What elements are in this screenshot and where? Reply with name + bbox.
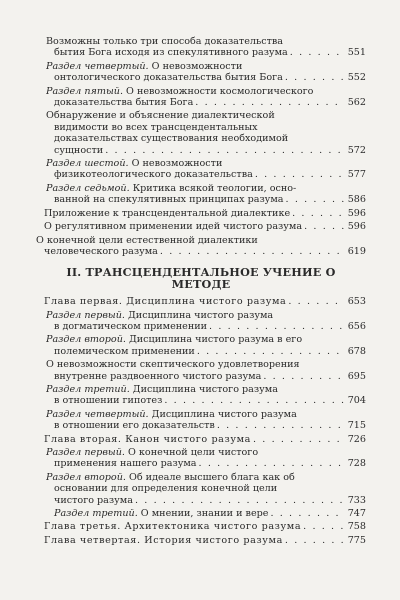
dot-leader	[193, 97, 344, 108]
toc-entry-line-body: Глава четвертая. История чистого разума	[44, 534, 283, 546]
toc-page-number: 562	[347, 97, 366, 109]
dot-leader	[268, 508, 344, 519]
toc-page-number: 572	[347, 144, 366, 156]
dot-leader	[302, 221, 345, 232]
toc-entry-lead: Раздел седьмой.	[46, 182, 130, 194]
toc-entry-line	[46, 409, 345, 420]
dot-leader	[286, 296, 344, 307]
dot-leader	[158, 246, 345, 257]
toc-entry-line-text	[46, 310, 273, 321]
toc-entry-line-body: О мнении, знании и вере	[137, 508, 269, 520]
toc-entry	[36, 447, 366, 470]
toc-entry-line-text	[54, 371, 261, 382]
toc-entry-line-text	[44, 434, 251, 445]
toc-page-number: 653	[347, 296, 366, 308]
toc-entry-text	[46, 183, 345, 206]
toc-entry-text	[46, 334, 345, 357]
toc-entry-line-body: Дисциплина чистого разума в его	[125, 334, 303, 346]
section-heading: II. ТРАНСЦЕНДЕНТАЛЬНОЕ УЧЕНИЕ О МЕТОДЕ	[66, 265, 336, 291]
toc-entry-line	[46, 472, 345, 483]
toc-entry-text	[46, 409, 345, 432]
dot-leader	[288, 47, 345, 58]
toc-entry-text	[46, 310, 345, 333]
toc-entry-text	[36, 221, 345, 232]
toc-entry-line-body: доказательства бытия Бога	[54, 97, 194, 109]
toc-entry-text	[46, 508, 345, 519]
toc-group-appendix	[36, 208, 366, 258]
toc-entry-line	[46, 395, 345, 406]
toc-entry-line-body: Дисциплина чистого разума	[124, 309, 274, 321]
toc-entry-line-body: применения нашего разума	[54, 458, 197, 470]
toc-page-number: 552	[347, 72, 366, 84]
toc-entry	[36, 508, 366, 519]
toc-entry-line-text	[44, 221, 302, 232]
toc-entry-text	[46, 359, 345, 382]
dot-leader	[215, 420, 345, 431]
toc-entry-line-text	[46, 36, 283, 47]
toc-entry-line-text	[54, 458, 197, 469]
toc-entry	[36, 183, 366, 206]
toc-entry-line	[46, 371, 345, 382]
toc-entry-line-text	[44, 535, 283, 546]
toc-entry-line	[46, 420, 345, 431]
toc-entry-line-text	[46, 183, 296, 194]
toc-entry-line	[36, 235, 345, 246]
toc-entry-line-text	[54, 72, 283, 83]
toc-entry-line	[46, 47, 345, 58]
toc-entry	[36, 384, 366, 407]
dot-leader	[253, 169, 345, 180]
toc-entry-line-text	[54, 346, 195, 357]
toc-entry-line-body: Глава вторая. Канон чистого разума	[44, 433, 251, 445]
dot-leader	[195, 346, 345, 357]
dot-leader	[103, 145, 345, 156]
toc-entry-line-body: в отношении гипотез	[54, 395, 163, 407]
toc-entry-line-body: Дисциплина чистого разума	[129, 383, 278, 395]
dot-leader	[284, 194, 345, 205]
toc-page-number: 715	[347, 420, 366, 432]
toc-entry-line-body: человеческого разума	[44, 245, 158, 257]
toc-chapter-entry	[36, 434, 366, 445]
toc-entry-line	[46, 183, 345, 194]
toc-entry-line-text	[44, 246, 158, 257]
toc-page-number: 596	[347, 221, 366, 233]
toc-entry-text	[36, 235, 345, 258]
toc-entry-line-body: О невозможности космологического	[123, 85, 314, 97]
toc-entry-line-text	[46, 334, 302, 345]
toc-entry-lead: Раздел пятый.	[46, 85, 123, 97]
toc-entry-line-text	[46, 359, 300, 370]
toc-entry-line-text	[46, 409, 297, 420]
toc-entry-line	[46, 310, 345, 321]
toc-entry-line-text	[54, 420, 215, 431]
toc-chapter-entry	[36, 521, 366, 532]
toc-entry-line-body: ванной на спекулятивных принципах разума	[54, 194, 284, 206]
toc-entry-line	[36, 208, 345, 219]
toc-entry-line	[46, 97, 345, 108]
toc-entry-line-text	[36, 235, 258, 246]
table-of-contents	[36, 36, 366, 548]
toc-entry	[36, 158, 366, 181]
toc-entry-line	[36, 221, 345, 232]
toc-page-number: 695	[347, 370, 366, 382]
dot-leader	[290, 208, 345, 219]
toc-page-number: 747	[347, 508, 366, 520]
toc-entry-line	[46, 72, 345, 83]
toc-chapter-entry	[36, 296, 366, 307]
toc-entry-text	[36, 208, 345, 219]
toc-entry-line-text	[54, 47, 288, 58]
toc-entry-lead: Раздел третий.	[46, 383, 130, 395]
toc-entry-text	[46, 61, 345, 84]
dot-leader	[207, 321, 345, 332]
toc-page-number: 704	[347, 395, 366, 407]
toc-entry-line-body: онтологического доказательства бытия Бога	[54, 72, 283, 84]
toc-page-number: 758	[347, 521, 366, 533]
toc-entry-text	[36, 296, 345, 307]
toc-entry-line-text	[46, 447, 258, 458]
toc-entry-line	[46, 36, 345, 47]
toc-entry-text	[36, 521, 345, 532]
toc-entry	[36, 310, 366, 333]
dot-leader	[162, 395, 344, 406]
toc-group-theology	[36, 36, 366, 206]
toc-entry-line-text	[54, 194, 284, 205]
toc-entry-line-body: физикотеологического доказательства	[54, 169, 253, 181]
toc-entry-text	[46, 36, 345, 59]
toc-entry	[36, 110, 366, 156]
toc-entry-line-body: бытия Бога исходя из спекулятивного разума	[54, 47, 288, 59]
dot-leader	[261, 371, 344, 382]
toc-entry-line-text	[46, 472, 295, 483]
toc-entry-line-text	[54, 169, 253, 180]
toc-entry-line	[46, 384, 345, 395]
toc-entry-line-body: полемическом применении	[54, 345, 195, 357]
toc-chapter-entry	[36, 535, 366, 546]
toc-entry-line-body: в догматическом применении	[54, 320, 208, 332]
toc-entry-lead: Раздел четвертый.	[46, 60, 149, 72]
toc-entry-line	[36, 434, 345, 445]
dot-leader	[197, 458, 345, 469]
toc-entry-line-body: Возможны только три способа доказательства	[46, 36, 284, 47]
dot-leader	[283, 535, 345, 546]
toc-entry-line-body: внутренне раздвоенного чистого разума	[54, 370, 262, 382]
toc-entry	[36, 221, 366, 232]
toc-entry-text	[46, 86, 345, 109]
toc-page-number: 619	[347, 245, 366, 257]
toc-entry-line-text	[54, 145, 103, 156]
toc-entry-text	[46, 158, 345, 181]
toc-group-method	[36, 296, 366, 546]
toc-entry-line-body: О невозможности	[128, 158, 223, 170]
toc-entry-line-body: видимости во всех трансцендентальных	[54, 121, 258, 133]
toc-entry-line	[46, 194, 345, 205]
toc-entry-text	[46, 384, 345, 407]
toc-entry-line-text	[54, 483, 277, 494]
toc-entry-lead: Раздел третий.	[54, 508, 138, 520]
toc-entry-line-body: Критика всякой теологии, осно-	[129, 182, 297, 194]
toc-entry-line-body: О невозможности скептического удовлетворения	[46, 359, 300, 371]
toc-page-number: 596	[347, 207, 366, 219]
toc-entry-line-text	[54, 495, 133, 506]
toc-page-number: 551	[347, 47, 366, 59]
toc-entry-line-body: доказательствах существования необходимой	[54, 133, 289, 145]
toc-entry-line	[36, 521, 345, 532]
toc-page-number: 726	[347, 433, 366, 445]
toc-entry-line-text	[54, 508, 268, 519]
toc-entry-line-body: Обнаружение и объяснение диалектической	[46, 110, 275, 122]
toc-entry-lead: Раздел второй.	[46, 471, 126, 483]
toc-page-number: 733	[347, 494, 366, 506]
toc-entry	[36, 472, 366, 506]
toc-entry-lead: Раздел шестой.	[46, 158, 129, 170]
toc-entry-line-text	[54, 321, 207, 332]
toc-entry-line	[46, 495, 345, 506]
toc-entry-text	[46, 110, 345, 156]
toc-entry-line-text	[46, 110, 275, 121]
toc-entry	[36, 208, 366, 219]
toc-entry-line	[46, 458, 345, 469]
toc-entry-line-body: в отношении его доказательств	[54, 420, 215, 432]
toc-entry-line-body: Приложение к трансцендентальной диалектике	[44, 207, 291, 219]
toc-entry-line-text	[54, 133, 288, 144]
toc-entry	[36, 334, 366, 357]
toc-entry	[36, 359, 366, 382]
toc-entry-line-text	[46, 158, 222, 169]
toc-entry-line	[46, 122, 345, 133]
toc-entry-line	[46, 61, 345, 72]
toc-page-number: 586	[347, 194, 366, 206]
toc-entry-line	[46, 321, 345, 332]
toc-entry-lead: Раздел четвертый.	[46, 408, 149, 420]
toc-entry-lead: Раздел первый.	[46, 309, 125, 321]
toc-entry-line-body: О конечной цели естественной диалектики	[36, 234, 258, 246]
toc-entry-line	[46, 86, 345, 97]
toc-entry-line-text	[44, 296, 286, 307]
toc-entry-line	[46, 158, 345, 169]
toc-entry	[36, 36, 366, 59]
toc-entry-line-text	[54, 122, 258, 133]
dot-leader	[283, 72, 345, 83]
toc-entry-line-text	[54, 395, 162, 406]
toc-entry-line-body: основании для определения конечной цели	[54, 483, 278, 495]
toc-entry-line-body: Об идеале высшего блага как об	[125, 471, 295, 483]
toc-entry-line-body: О регулятивном применении идей чистого разума	[44, 221, 303, 233]
toc-page-number: 656	[347, 320, 366, 332]
dot-leader	[301, 521, 345, 532]
toc-entry	[36, 409, 366, 432]
toc-entry-line-body: О конечной цели чистого	[124, 447, 259, 458]
dot-leader	[251, 434, 345, 445]
toc-entry-text	[46, 447, 345, 470]
toc-entry-line	[46, 169, 345, 180]
toc-page-number: 775	[347, 534, 366, 546]
toc-entry-line-body: О невозможности	[148, 60, 243, 72]
dot-leader	[133, 495, 345, 506]
toc-page-number: 728	[347, 458, 366, 470]
toc-entry-lead: Раздел второй.	[46, 334, 126, 346]
toc-entry-text	[36, 535, 345, 546]
toc-entry-line	[46, 133, 345, 144]
toc-entry	[36, 61, 366, 84]
toc-entry-line	[36, 535, 345, 546]
toc-entry-line	[36, 296, 345, 307]
toc-page-number: 577	[347, 169, 366, 181]
toc-entry-line-text	[46, 384, 278, 395]
toc-entry-text	[36, 434, 345, 445]
toc-entry-line-text	[46, 61, 242, 72]
toc-entry-line	[46, 346, 345, 357]
toc-entry-line-text	[54, 97, 193, 108]
toc-entry-line-text	[44, 208, 290, 219]
toc-entry-line	[46, 359, 345, 370]
toc-entry-line-body: чистого разума	[54, 494, 133, 506]
toc-entry-text	[46, 472, 345, 506]
toc-entry-line	[46, 508, 345, 519]
toc-entry-line-body: сущности	[54, 144, 104, 156]
toc-entry-line-body: Глава третья. Архитектоника чистого разума	[44, 521, 302, 533]
toc-entry-line	[46, 483, 345, 494]
toc-entry	[36, 235, 366, 258]
toc-entry-line	[46, 110, 345, 121]
toc-entry-line	[46, 145, 345, 156]
toc-entry	[36, 86, 366, 109]
toc-entry-line-body: Дисциплина чистого разума	[148, 408, 297, 420]
toc-entry-line	[46, 334, 345, 345]
toc-entry-line-text	[46, 86, 313, 97]
toc-entry-line	[36, 246, 345, 257]
toc-page-number: 678	[347, 345, 366, 357]
toc-entry-line-body: Глава первая. Дисциплина чистого разума	[44, 296, 287, 308]
toc-entry-line-text	[44, 521, 301, 532]
toc-entry-line	[46, 447, 345, 458]
toc-entry-lead: Раздел первый.	[46, 447, 125, 458]
